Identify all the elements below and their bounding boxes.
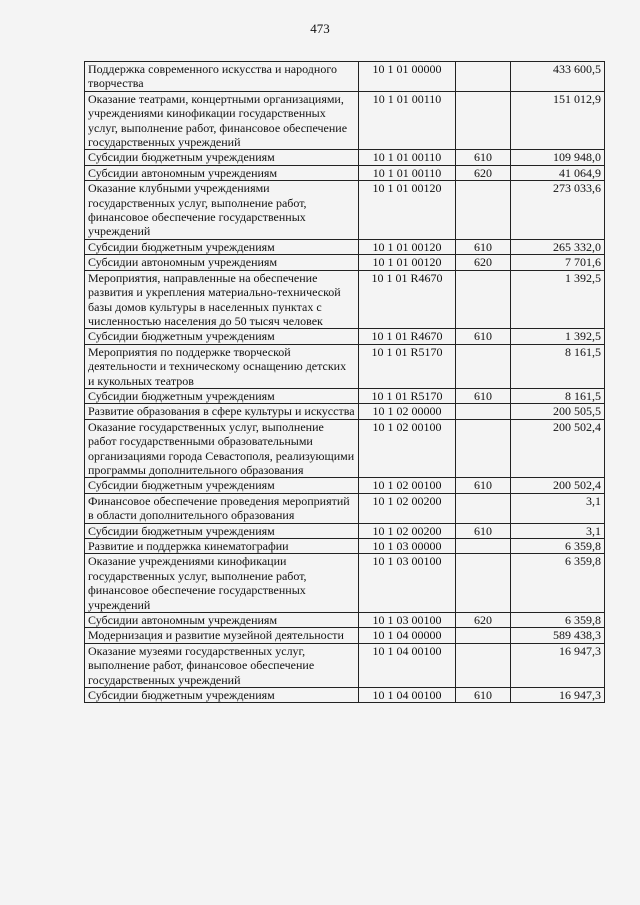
table-row xyxy=(85,62,605,92)
row-amount: 16 947,3 xyxy=(511,688,605,703)
row-code: 10 1 04 00100 xyxy=(359,688,456,703)
row-type xyxy=(456,419,511,478)
row-name: Субсидии бюджетным учреждениям xyxy=(85,478,359,493)
row-amount: 16 947,3 xyxy=(511,643,605,687)
row-name: Поддержка современного искусства и народного творчества xyxy=(85,62,359,92)
row-type: 620 xyxy=(456,255,511,270)
table-row xyxy=(85,270,605,329)
row-name: Оказание государственных услуг, выполнение работ государственными образовательными организациями города Севастополя, реализующими программы дополнительного образования xyxy=(85,419,359,478)
row-amount: 41 064,9 xyxy=(511,165,605,180)
row-name: Субсидии бюджетным учреждениям xyxy=(85,239,359,254)
row-code: 10 1 01 R4670 xyxy=(359,270,456,329)
row-code: 10 1 04 00000 xyxy=(359,628,456,643)
row-code: 10 1 01 00120 xyxy=(359,239,456,254)
table-row xyxy=(85,165,605,180)
row-name: Оказание учреждениями кинофикации государственных услуг, выполнение работ, финансовое обеспечение государственных учреждений xyxy=(85,554,359,613)
row-amount: 7 701,6 xyxy=(511,255,605,270)
row-amount: 8 161,5 xyxy=(511,388,605,403)
row-amount: 200 502,4 xyxy=(511,419,605,478)
row-code: 10 1 01 00110 xyxy=(359,150,456,165)
row-name: Развитие образования в сфере культуры и искусства xyxy=(85,404,359,419)
row-type xyxy=(456,643,511,687)
row-amount: 109 948,0 xyxy=(511,150,605,165)
row-name: Субсидии бюджетным учреждениям xyxy=(85,329,359,344)
table-row xyxy=(85,688,605,703)
row-code: 10 1 02 00000 xyxy=(359,404,456,419)
row-type xyxy=(456,539,511,554)
row-code: 10 1 02 00200 xyxy=(359,523,456,538)
row-amount: 8 161,5 xyxy=(511,344,605,388)
table-row xyxy=(85,239,605,254)
row-amount: 273 033,6 xyxy=(511,181,605,240)
row-amount: 1 392,5 xyxy=(511,329,605,344)
row-amount: 589 438,3 xyxy=(511,628,605,643)
row-amount: 1 392,5 xyxy=(511,270,605,329)
row-type: 620 xyxy=(456,165,511,180)
row-code: 10 1 02 00200 xyxy=(359,493,456,523)
row-code: 10 1 01 00110 xyxy=(359,165,456,180)
row-type xyxy=(456,62,511,92)
page-number: 473 xyxy=(310,21,330,36)
table-row xyxy=(85,404,605,419)
row-type: 610 xyxy=(456,478,511,493)
table-row xyxy=(85,628,605,643)
table-row xyxy=(85,539,605,554)
row-name: Оказание клубными учреждениями государственных услуг, выполнение работ, финансовое обеспечение государственных учреждений xyxy=(85,181,359,240)
row-amount: 200 505,5 xyxy=(511,404,605,419)
table-row xyxy=(85,344,605,388)
row-code: 10 1 01 R4670 xyxy=(359,329,456,344)
row-name: Субсидии бюджетным учреждениям xyxy=(85,388,359,403)
row-code: 10 1 01 00000 xyxy=(359,62,456,92)
row-name: Мероприятия, направленные на обеспечение развития и укрепления материально-технической базы домов культуры в населенных пунктах с численностью населения до 50 тысяч человек xyxy=(85,270,359,329)
row-amount: 3,1 xyxy=(511,493,605,523)
table-row xyxy=(85,643,605,687)
row-type: 610 xyxy=(456,239,511,254)
row-name: Финансовое обеспечение проведения мероприятий в области дополнительного образования xyxy=(85,493,359,523)
row-code: 10 1 03 00000 xyxy=(359,539,456,554)
row-name: Субсидии бюджетным учреждениям xyxy=(85,523,359,538)
row-amount: 151 012,9 xyxy=(511,91,605,150)
budget-table-body xyxy=(85,62,605,703)
table-row xyxy=(85,150,605,165)
row-type xyxy=(456,404,511,419)
row-type: 620 xyxy=(456,613,511,628)
row-name: Субсидии бюджетным учреждениям xyxy=(85,150,359,165)
table-row xyxy=(85,493,605,523)
row-name: Развитие и поддержка кинематографии xyxy=(85,539,359,554)
row-code: 10 1 01 R5170 xyxy=(359,344,456,388)
row-code: 10 1 02 00100 xyxy=(359,478,456,493)
row-type: 610 xyxy=(456,388,511,403)
row-name: Субсидии бюджетным учреждениям xyxy=(85,688,359,703)
table-row xyxy=(85,613,605,628)
row-name: Модернизация и развитие музейной деятельности xyxy=(85,628,359,643)
row-code: 10 1 01 00120 xyxy=(359,181,456,240)
row-name: Оказание музеями государственных услуг, выполнение работ, финансовое обеспечение государственных учреждений xyxy=(85,643,359,687)
table-row xyxy=(85,554,605,613)
row-type: 610 xyxy=(456,688,511,703)
row-type xyxy=(456,344,511,388)
row-code: 10 1 01 00110 xyxy=(359,91,456,150)
row-code: 10 1 01 R5170 xyxy=(359,388,456,403)
row-type: 610 xyxy=(456,329,511,344)
row-type xyxy=(456,554,511,613)
table-row xyxy=(85,523,605,538)
row-type xyxy=(456,628,511,643)
row-amount: 3,1 xyxy=(511,523,605,538)
table-row xyxy=(85,91,605,150)
row-name: Оказание театрами, концертными организациями, учреждениями кинофикации государственных услуг, выполнение работ, финансовое обеспечение государственных учреждений xyxy=(85,91,359,150)
row-amount: 6 359,8 xyxy=(511,554,605,613)
table-row xyxy=(85,419,605,478)
table-row xyxy=(85,181,605,240)
row-type: 610 xyxy=(456,150,511,165)
row-type xyxy=(456,270,511,329)
row-code: 10 1 03 00100 xyxy=(359,554,456,613)
row-type xyxy=(456,181,511,240)
table-row xyxy=(85,388,605,403)
row-type xyxy=(456,493,511,523)
row-amount: 200 502,4 xyxy=(511,478,605,493)
row-amount: 6 359,8 xyxy=(511,613,605,628)
table-row xyxy=(85,478,605,493)
row-amount: 6 359,8 xyxy=(511,539,605,554)
row-amount: 265 332,0 xyxy=(511,239,605,254)
table-row xyxy=(85,255,605,270)
row-name: Субсидии автономным учреждениям xyxy=(85,613,359,628)
row-code: 10 1 04 00100 xyxy=(359,643,456,687)
row-name: Мероприятия по поддержке творческой деятельности и техническому оснащению детских и кукольных театров xyxy=(85,344,359,388)
row-name: Субсидии автономным учреждениям xyxy=(85,255,359,270)
row-code: 10 1 02 00100 xyxy=(359,419,456,478)
budget-table xyxy=(84,61,605,703)
row-code: 10 1 01 00120 xyxy=(359,255,456,270)
table-row xyxy=(85,329,605,344)
row-amount: 433 600,5 xyxy=(511,62,605,92)
row-type: 610 xyxy=(456,523,511,538)
row-name: Субсидии автономным учреждениям xyxy=(85,165,359,180)
row-type xyxy=(456,91,511,150)
row-code: 10 1 03 00100 xyxy=(359,613,456,628)
